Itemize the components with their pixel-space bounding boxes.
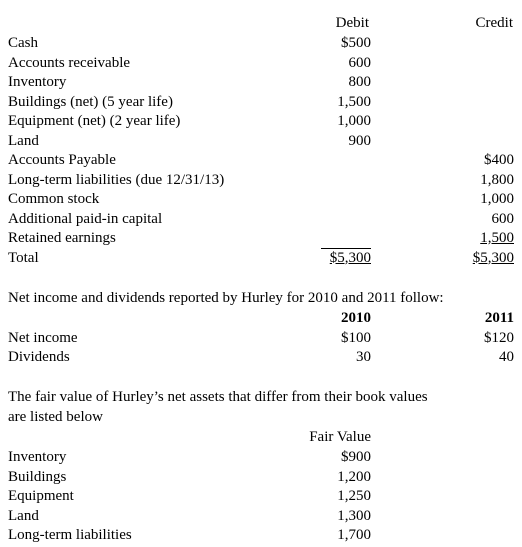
table-row bbox=[0, 526, 522, 546]
credit-amount: 1,000 bbox=[480, 191, 514, 207]
debit-amount: 1,000 bbox=[337, 113, 371, 129]
account-label: Buildings (net) (5 year life) bbox=[8, 93, 173, 110]
table-row bbox=[0, 73, 522, 93]
total-debit: $5,300 bbox=[329, 249, 371, 266]
account-label: Retained earnings bbox=[8, 230, 116, 246]
table-row bbox=[0, 34, 522, 54]
debit-amount: 1,500 bbox=[337, 93, 371, 110]
value-2010: 30 bbox=[356, 349, 371, 365]
fair-value-amount: $900 bbox=[341, 449, 371, 465]
fair-value-header: Fair Value bbox=[309, 429, 371, 445]
account-label: Cash bbox=[8, 35, 38, 51]
table-row bbox=[0, 448, 522, 468]
account-label: Additional paid-in capital bbox=[8, 210, 163, 227]
total-row bbox=[0, 249, 522, 269]
income-label: Dividends bbox=[8, 349, 70, 365]
account-label: Accounts receivable bbox=[8, 54, 131, 71]
credit-amount: 1,500 bbox=[480, 230, 514, 246]
debit-amount: $500 bbox=[341, 35, 371, 51]
account-label: Land bbox=[8, 132, 39, 149]
account-label: Long-term liabilities (due 12/31/13) bbox=[8, 171, 225, 188]
debit-amount: 800 bbox=[348, 74, 371, 90]
year-header-2011: 2011 bbox=[484, 310, 514, 326]
asset-label: Buildings bbox=[8, 468, 67, 485]
account-label: Inventory bbox=[8, 74, 67, 90]
income-label: Net income bbox=[8, 329, 78, 346]
table-row bbox=[0, 210, 522, 230]
credit-amount: 600 bbox=[491, 210, 514, 227]
fair-value-intro-line2: are listed below bbox=[8, 408, 103, 425]
asset-label: Land bbox=[8, 507, 39, 524]
value-2010: $100 bbox=[341, 329, 371, 346]
total-label: Total bbox=[8, 249, 39, 266]
fair-value-amount: 1,700 bbox=[337, 527, 371, 543]
fair-value-intro-line1: The fair value of Hurley’s net assets that differ from their book values bbox=[8, 389, 428, 405]
table-row bbox=[0, 487, 522, 507]
income-intro: Net income and dividends reported by Hurley for 2010 and 2011 follow: bbox=[8, 290, 444, 306]
account-label: Accounts Payable bbox=[8, 152, 116, 168]
asset-label: Equipment bbox=[8, 488, 74, 504]
table-row bbox=[0, 112, 522, 132]
asset-label: Long-term liabilities bbox=[8, 527, 132, 543]
year-header-2010: 2010 bbox=[341, 310, 371, 326]
table-row bbox=[0, 229, 522, 249]
fair-value-amount: 1,200 bbox=[337, 468, 371, 485]
table-row bbox=[0, 132, 522, 152]
fair-value-amount: 1,300 bbox=[337, 507, 371, 524]
debit-column-header: Debit bbox=[335, 15, 369, 31]
value-2011: 40 bbox=[499, 349, 514, 365]
table-row bbox=[0, 329, 522, 349]
fair-value-amount: 1,250 bbox=[337, 488, 371, 504]
account-label: Common stock bbox=[8, 191, 100, 207]
table-row bbox=[0, 93, 522, 113]
credit-amount: 1,800 bbox=[480, 171, 514, 188]
total-credit: $5,300 bbox=[472, 249, 514, 266]
table-row bbox=[0, 190, 522, 210]
asset-label: Inventory bbox=[8, 449, 67, 465]
table-row bbox=[0, 54, 522, 74]
table-row bbox=[0, 151, 522, 171]
account-label: Equipment (net) (2 year life) bbox=[8, 113, 181, 129]
table-row bbox=[0, 348, 522, 368]
value-2011: $120 bbox=[484, 329, 514, 346]
table-row bbox=[0, 468, 522, 488]
credit-amount: $400 bbox=[484, 152, 514, 168]
debit-amount: 900 bbox=[348, 132, 371, 149]
table-row bbox=[0, 171, 522, 191]
table-row bbox=[0, 507, 522, 527]
debit-amount: 600 bbox=[348, 54, 371, 71]
credit-column-header: Credit bbox=[475, 15, 513, 31]
